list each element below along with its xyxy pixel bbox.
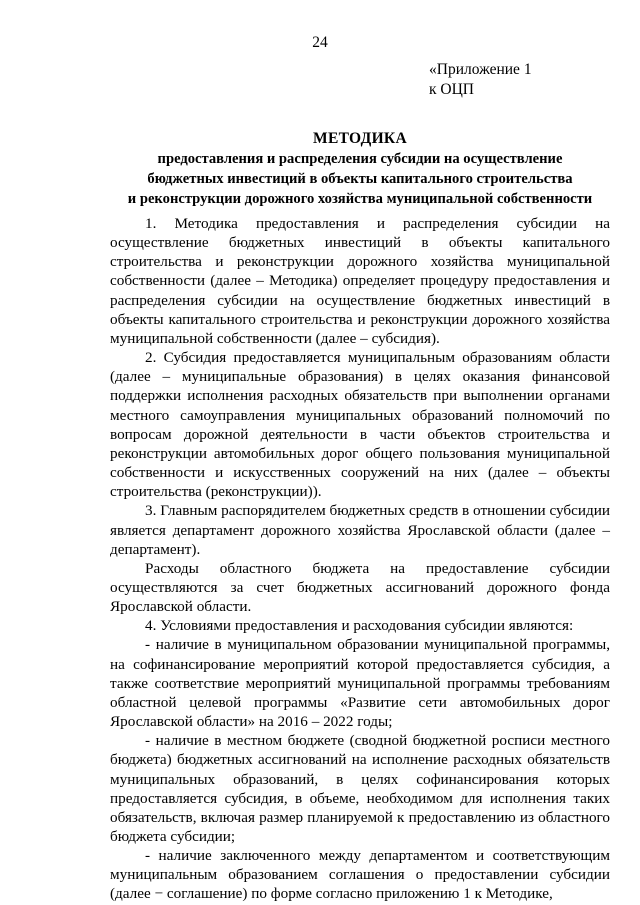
condition-item-3: - наличие заключенного между департаментом и соответствующим муниципальным образованием соглашения о предоставлении субсидии (далее − соглашение) по форме согласно приложению 1 к Методике, [110,847,610,903]
document-subtitle [0,149,640,209]
page-number: 24 [312,34,328,51]
paragraph-expenses: Расходы областного бюджета на предоставление субсидии осуществляются за счет бюджетных ассигнований дорожного фонда Ярославской области. [110,559,610,616]
condition-item-1: - наличие в муниципальном образовании муниципальной программы, на софинансирование мероприятий которой предоставляется субсидия, а также соответствие мероприятий муниципальной программы требованиям областной целевой программы «Развитие сети автомобильных дорог Ярославской области» на 2016 – 2022 годы; [110,636,610,731]
document-body [110,214,610,904]
document-title: МЕТОДИКА [313,130,407,147]
subtitle-line-3: и реконструкции дорожного хозяйства муниципальной собственности [127,191,593,207]
title-block [0,129,640,209]
subtitle-line-1: предоставления и распределения субсидии на осуществление [157,151,563,167]
paragraph-3: 3. Главным распорядителем бюджетных средств в отношении субсидии является департамент дорожного хозяйства Ярославской области (далее – департамент). [110,502,610,558]
paragraph-4: 4. Условиями предоставления и расходования субсидии являются: [145,617,574,635]
appendix-line-2: к ОЦП [429,81,474,98]
condition-item-2: - наличие в местном бюджете (сводной бюджетной росписи местного бюджета) бюджетных ассигнований на исполнение расходных обязательств муниципальных образований, в целях софинансирования которых предоставляется субсидия, в объеме, необходимом для исполнения таких обязательств, включая размер планируемой к предоставлению из областного бюджета субсидии; [110,732,610,845]
subtitle-line-2: бюджетных инвестиций в объекты капитального строительства [147,171,573,187]
paragraph-1: 1. Методика предоставления и распределения субсидии на осуществление бюджетных инвестиций в объекты капитального строительства и реконструкции дорожного хозяйства муниципальной собственности (далее – Методика) определяет процедуру предоставления и распределения субсидии на осуществление бюджетных инвестиций в объекты капитального строительства и реконструкции дорожного хозяйства муниципальной собственности (далее – субсидия). [110,215,610,347]
paragraph-2: 2. Субсидия предоставляется муниципальным образованиям области (далее – муниципальные образования) в целях оказания финансовой поддержки исполнения расходных обязательств при выполнении органами местного самоуправления муниципальных образований полномочий по вопросам дорожной деятельности в части объектов строительства и реконструкции автомобильных дорог общего пользования муниципальной собственности и искусственных сооружений на них (далее – объекты строительства (реконструкции)). [110,349,610,501]
appendix-line-1: «Приложение 1 [429,61,532,78]
appendix-reference [429,60,609,100]
